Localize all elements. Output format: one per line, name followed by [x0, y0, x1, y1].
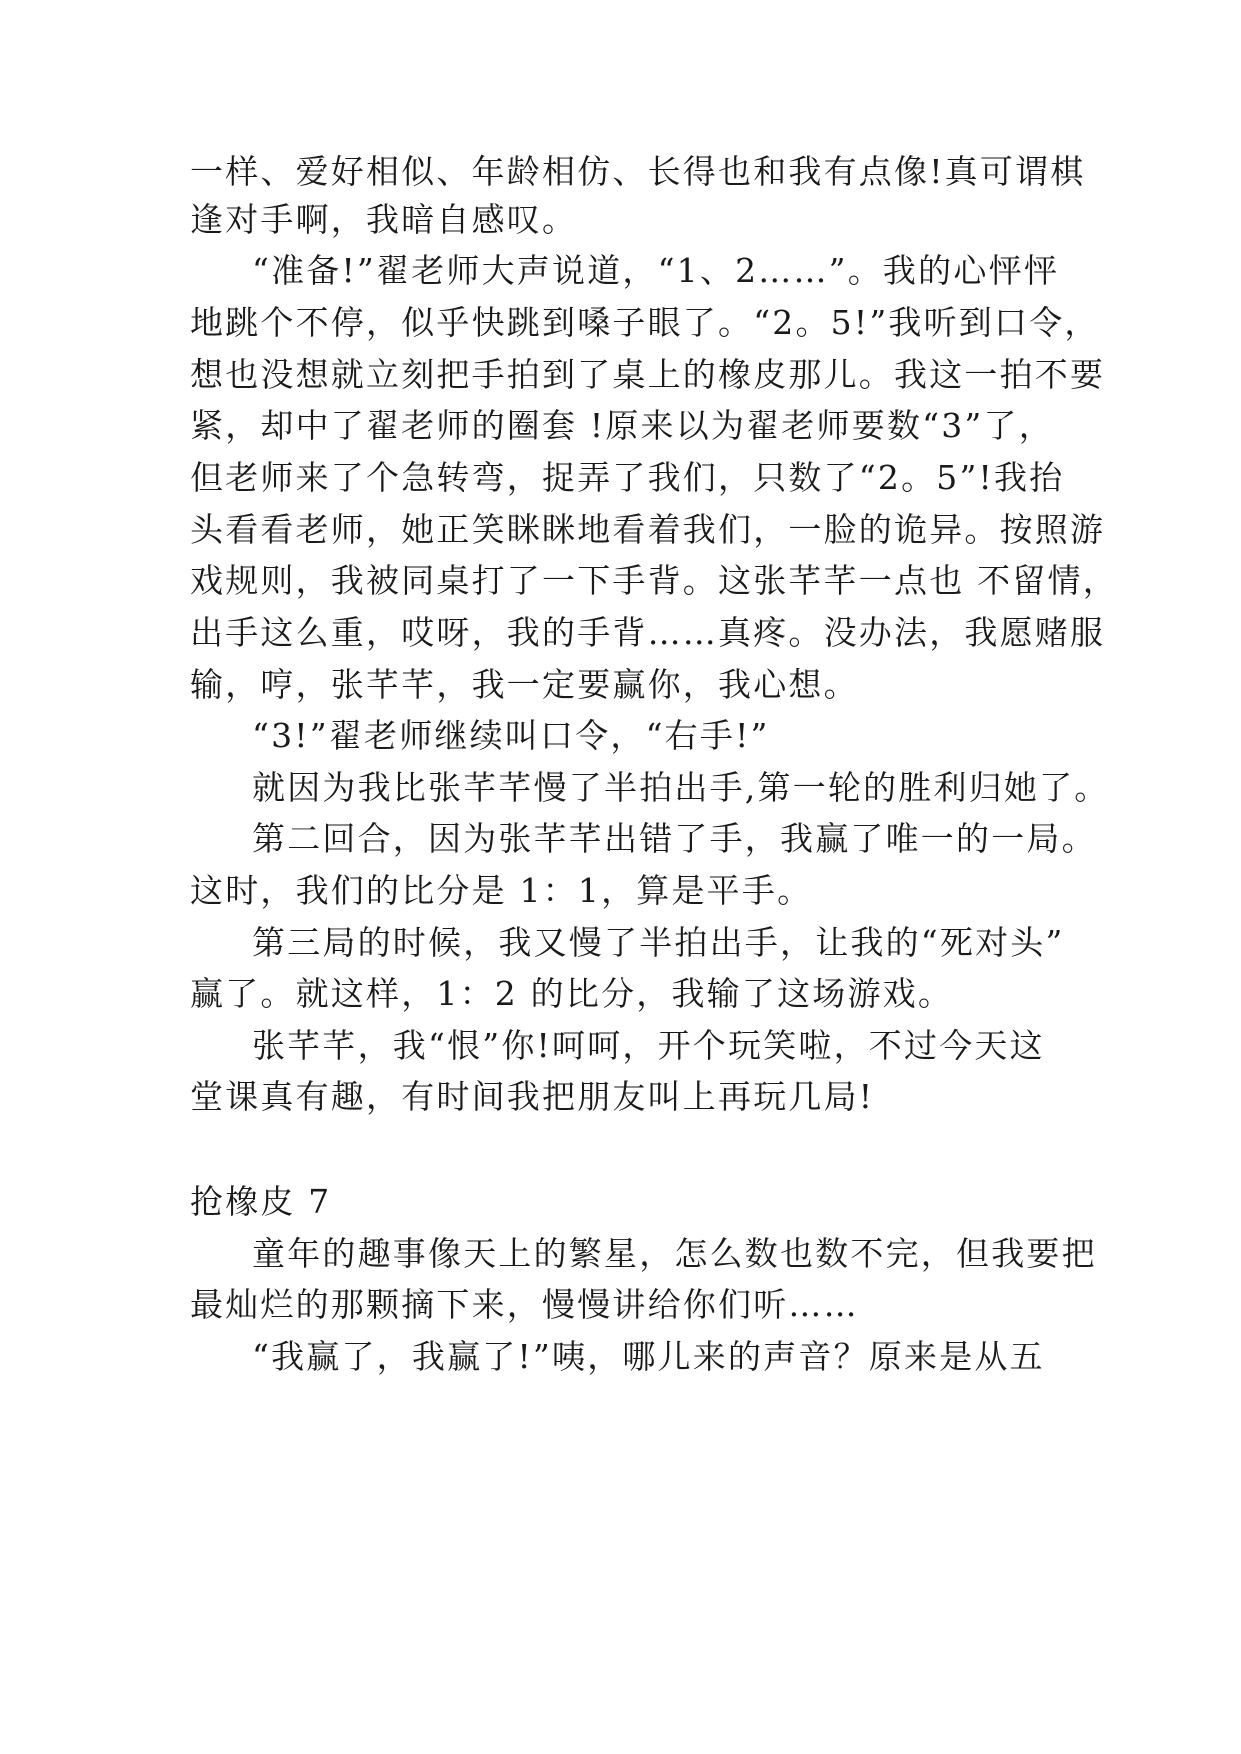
- text-line: 童年的趣事像天上的繁星，怎么数也数不完，但我要把: [252, 1234, 1097, 1273]
- text-line: “3!”翟老师继续叫口令，“右手!”: [252, 716, 770, 755]
- text-line: 张芊芊，我“恨”你!呵呵，开个玩笑啦，不过今天这: [252, 1026, 1045, 1065]
- text-line: 想也没想就立刻把手拍到了桌上的橡皮那儿。我这一拍不要: [190, 355, 1106, 394]
- text-line: 第二回合，因为张芊芊出错了手，我赢了唯一的一局。: [252, 819, 1097, 858]
- text-line: 逢对手啊，我暗自感叹。: [190, 200, 578, 239]
- text-line: 堂课真有趣，有时间我把朋友叫上再玩几局!: [190, 1077, 875, 1116]
- section-heading: 抢橡皮 7: [190, 1182, 332, 1221]
- text-line: 戏规则，我被同桌打了一下手背。这张芊芊一点也 不留情，: [190, 561, 1118, 600]
- text-line: 最灿烂的那颗摘下来，慢慢讲给你们听……: [190, 1285, 859, 1324]
- text-line: 第三局的时候，我又慢了半拍出手，让我的“死对头”: [252, 923, 1065, 962]
- text-line: 就因为我比张芊芊慢了半拍出手,第一轮的胜利归她了。: [252, 768, 1110, 807]
- text-line: “准备!”翟老师大声说道，“1、2……”。我的心怦怦: [252, 251, 1059, 290]
- text-line: 地跳个不停，似乎快跳到嗓子眼了。“2。5!”我听到口令，: [190, 303, 1100, 342]
- text-line: 但老师来了个急转弯，捉弄了我们，只数了“2。5”!我抬: [190, 458, 1065, 497]
- text-line: “我赢了，我赢了!”咦，哪儿来的声音？原来是从五: [252, 1337, 1045, 1376]
- text-line: 头看看老师，她正笑眯眯地看着我们，一脸的诡异。按照游: [190, 510, 1106, 549]
- text-line: 输，哼，张芊芊，我一定要赢你，我心想。: [190, 665, 859, 704]
- text-line: 一样、爱好相似、年龄相仿、长得也和我有点像!真可谓棋: [190, 152, 1086, 191]
- text-line: 这时，我们的比分是 1：1，算是平手。: [190, 871, 813, 910]
- text-line: 紧，却中了翟老师的圈套 !原来以为翟老师要数“3”了，: [190, 406, 1054, 445]
- text-line: 出手这么重，哎呀，我的手背……真疼。没办法，我愿赌服: [190, 613, 1106, 652]
- text-line: 赢了。就这样，1：2 的比分，我输了这场游戏。: [190, 974, 954, 1013]
